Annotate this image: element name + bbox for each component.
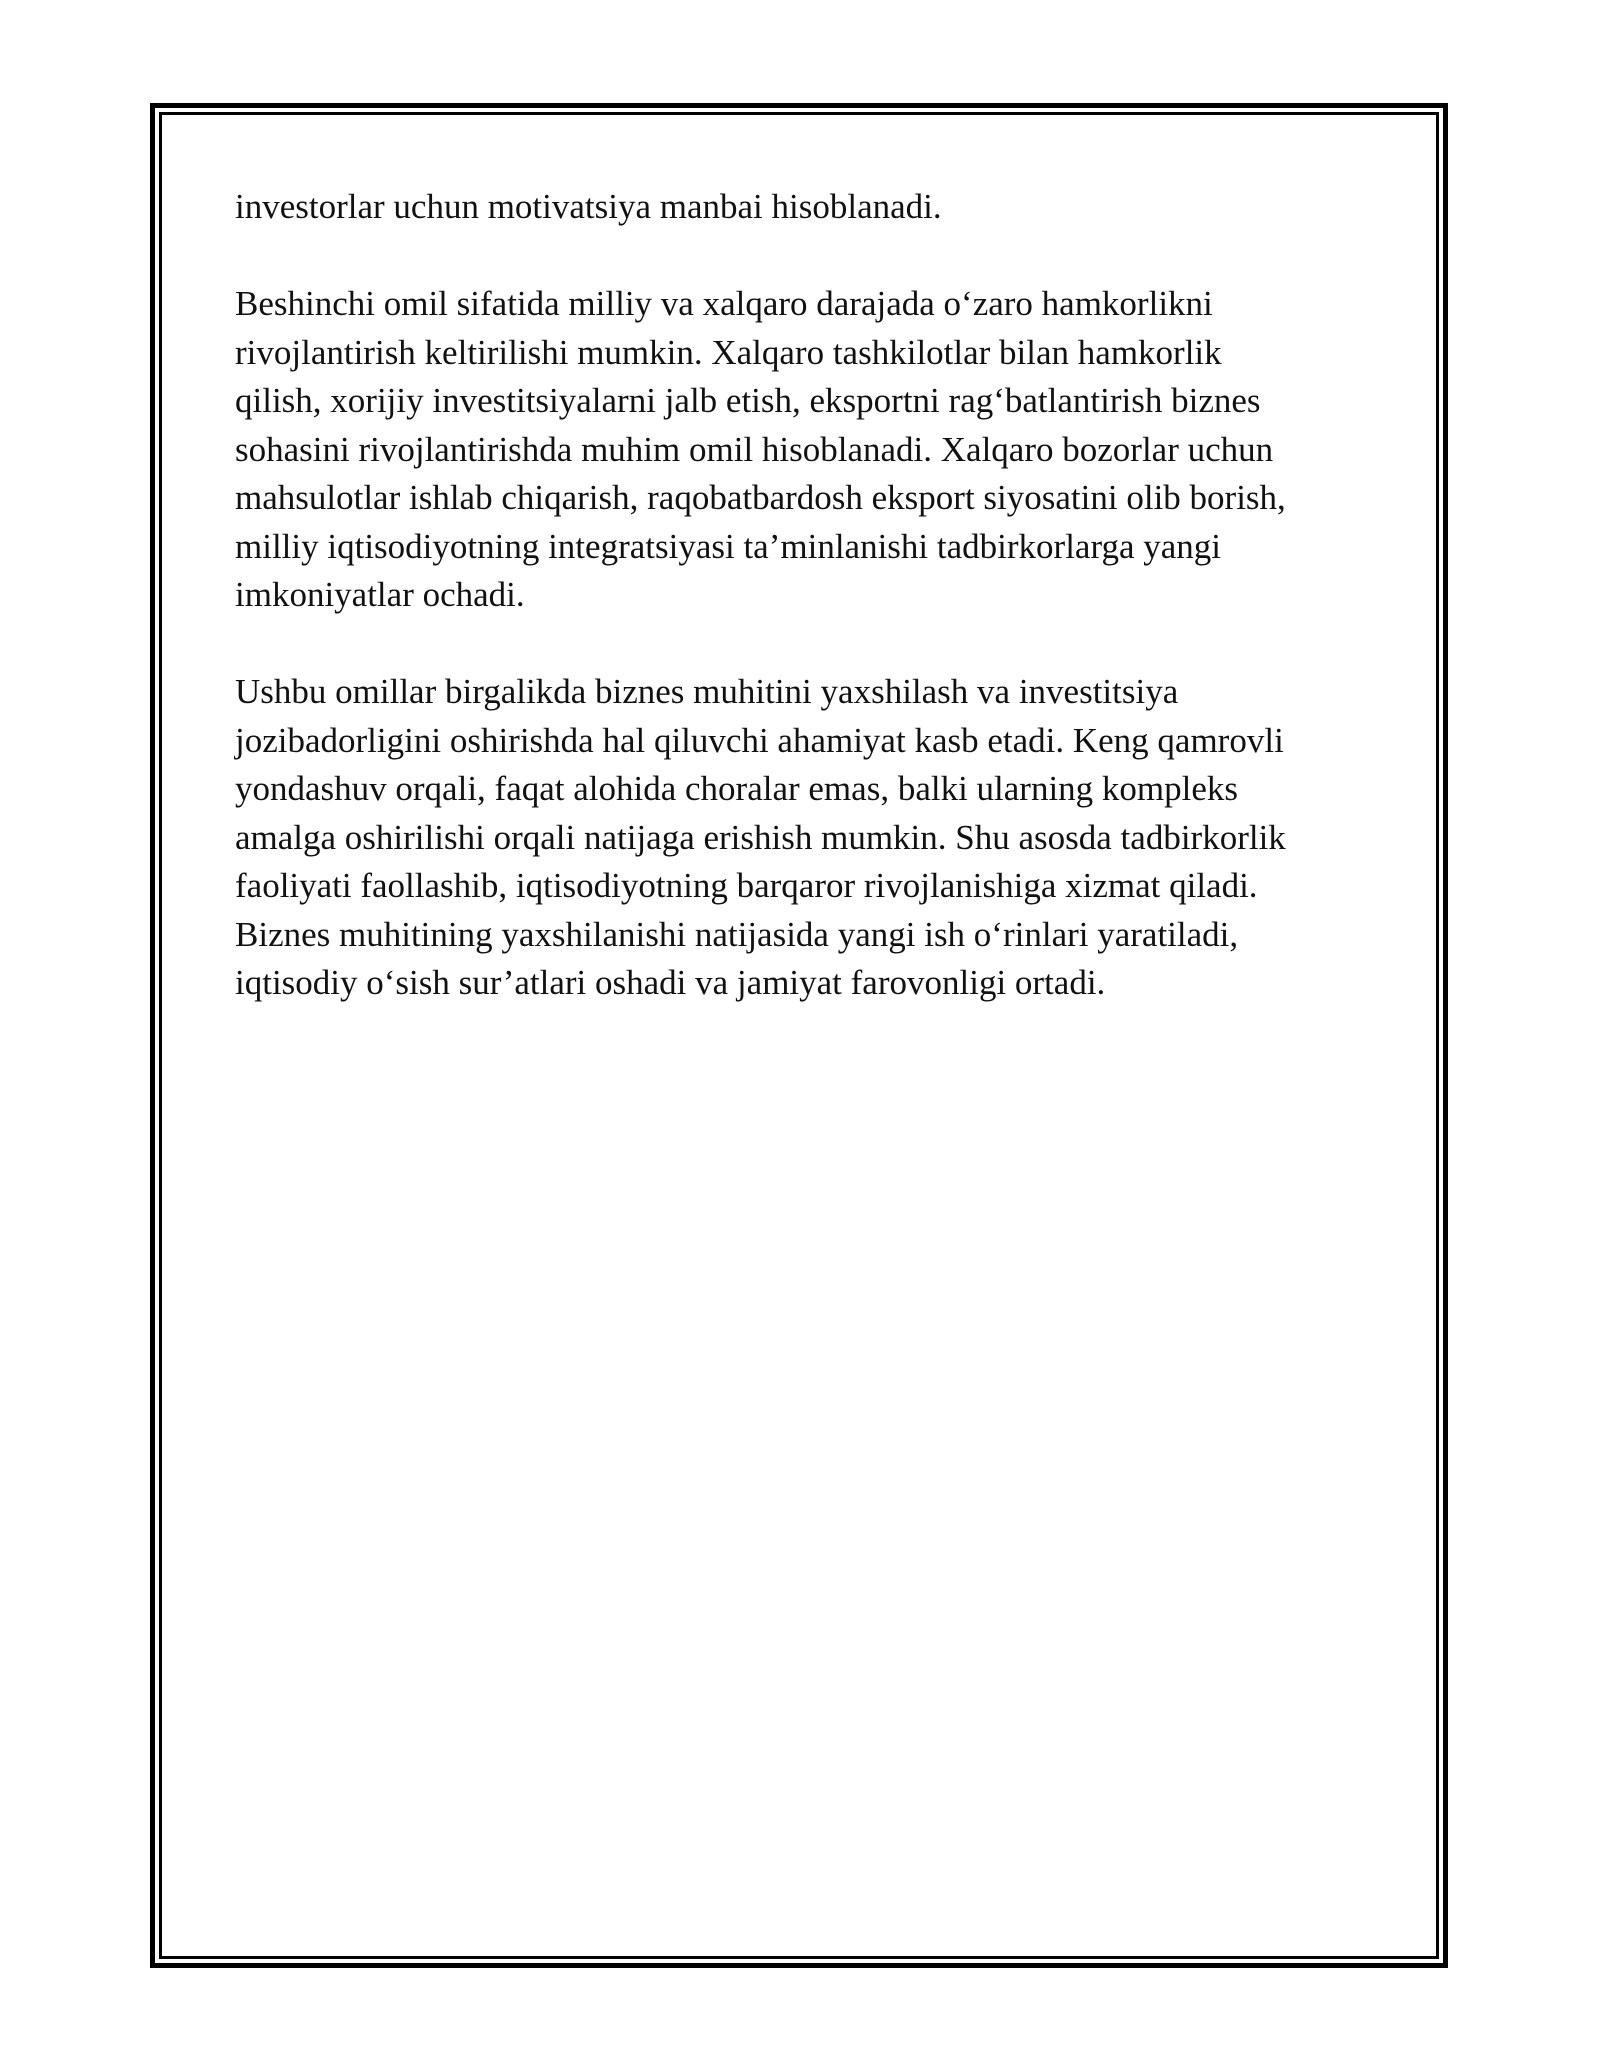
text-line: faoliyati faollashib, iqtisodiyotning barqaror rivojlanishiga xizmat qiladi. — [235, 866, 1258, 905]
text-line: rivojlantirish keltirilishi mumkin. Xalqaro tashkilotlar bilan hamkorlik — [235, 332, 1222, 372]
text-line: Biznes muhitining yaxshilanishi natijasida yangi ish o‘rinlari yaratiladi, — [235, 914, 1239, 954]
text-line: Ushbu omillar birgalikda biznes muhitini yaxshilash va investitsiya — [235, 672, 1179, 711]
text-line: investorlar uchun motivatsiya manbai hisoblanadi. — [235, 187, 942, 226]
text-line: yondashuv orqali, faqat alohida choralar emas, balki ularning kompleks — [235, 769, 1239, 808]
text-line: jozibadorligini oshirishda hal qiluvchi ahamiyat kasb etadi. Keng qamrovli — [235, 720, 1284, 760]
paragraph-2 — [235, 280, 1375, 620]
document-body — [235, 183, 1375, 1056]
paragraph-3 — [235, 668, 1375, 1008]
text-line: qilish, xorijiy investitsiyalarni jalb etish, eksportni rag‘batlantirish biznes — [235, 381, 1261, 420]
text-line: mahsulotlar ishlab chiqarish, raqobatbardosh eksport siyosatini olib borish, — [235, 478, 1286, 517]
text-line: sohasini rivojlantirishda muhim omil hisoblanadi. Xalqaro bozorlar uchun — [235, 429, 1274, 469]
text-line: iqtisodiy o‘sish sur’atlari oshadi va jamiyat farovonligi ortadi. — [235, 963, 1106, 1002]
text-line: imkoniyatlar ochadi. — [235, 575, 525, 614]
paragraph-1 — [235, 183, 1375, 232]
text-line: amalga oshirilishi orqali natijaga erishish mumkin. Shu asosda tadbirkorlik — [235, 817, 1286, 857]
text-line: Beshinchi omil sifatida milliy va xalqaro darajada o‘zaro hamkorlikni — [235, 284, 1213, 323]
text-line: milliy iqtisodiyotning integratsiyasi ta’minlanishi tadbirkorlarga yangi — [235, 526, 1222, 566]
